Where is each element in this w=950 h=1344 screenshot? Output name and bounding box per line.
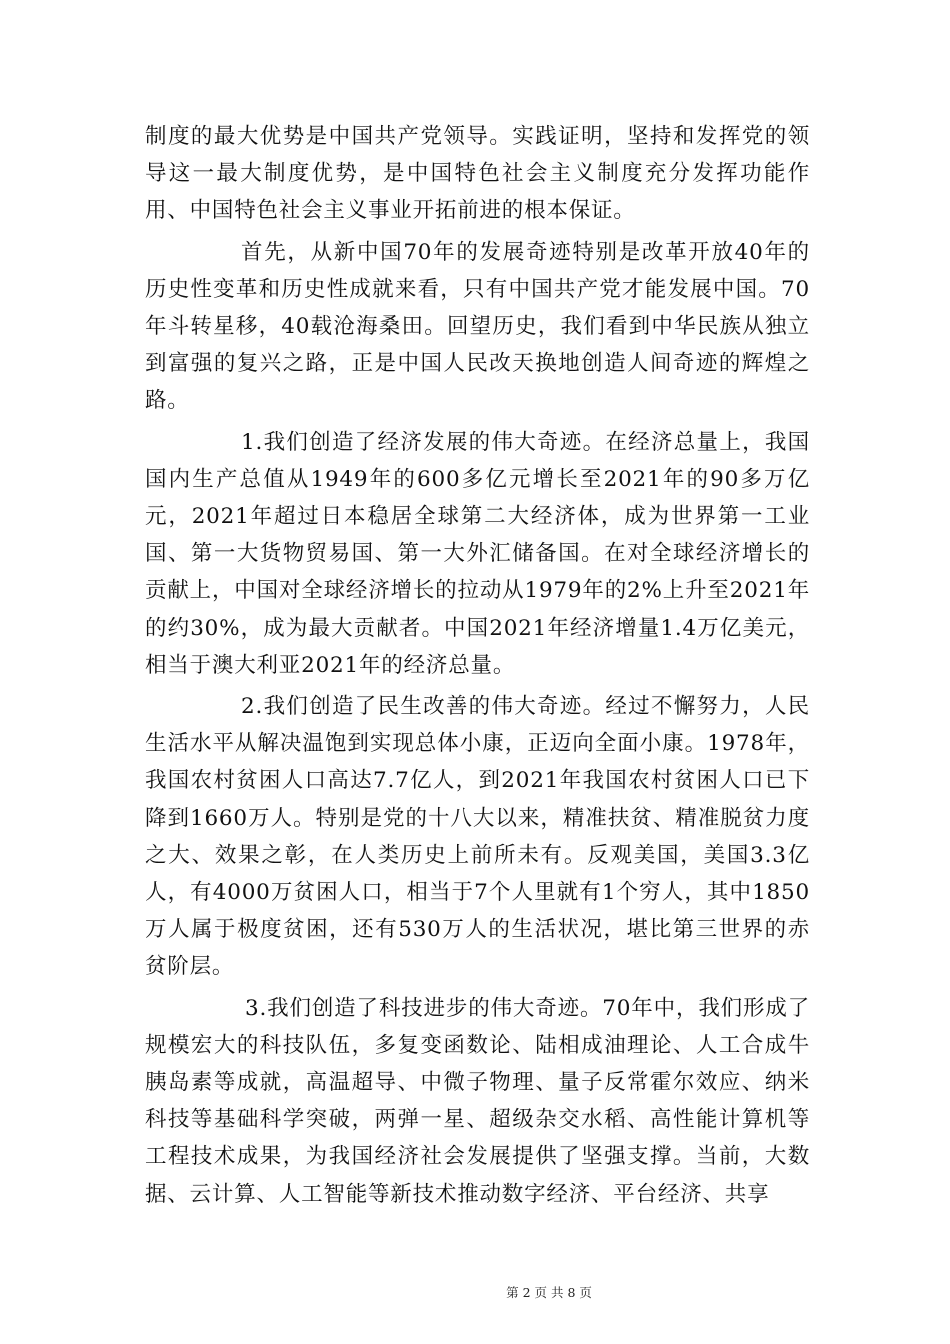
paragraph-first: 首先，从新中国70年的发展奇迹特别是改革开放40年的历史性变革和历史性成就来看，只有中国共产党才能发展中国。70年斗转星移，40载沧海桑田。回望历史，我们看到中华民族从独立到富强的复兴之路，正是中国人民改天换地创造人间奇迹的辉煌之路。 bbox=[145, 239, 810, 414]
page-footer bbox=[0, 1283, 950, 1301]
document-body bbox=[145, 118, 810, 1217]
paragraph-technology: 3.我们创造了科技进步的伟大奇迹。70年中，我们形成了规模宏大的科技队伍，多复变函数论、陆相成油理论、人工合成牛胰岛素等成就，高温超导、中微子物理、量子反常霍尔效应、纳米科技等基础科学突破，两弹一星、超级杂交水稻、高性能计算机等工程技术成果，为我国经济社会发展提供了坚强支撑。当前，大数据、云计算、人工智能等新技术推动数字经济、平台经济、共享 bbox=[145, 995, 810, 1207]
paragraph-livelihood: 2.我们创造了民生改善的伟大奇迹。经过不懈努力，人民生活水平从解决温饱到实现总体小康，正迈向全面小康。1978年，我国农村贫困人口高达7.7亿人，到2021年我国农村贫困人口已下降到1660万人。特别是党的十八大以来，精准扶贫、精准脱贫力度之大、效果之彰，在人类历史上前所未有。反观美国，美国3.3亿人，有4000万贫困人口，相当于7个人里就有1个穷人，其中1850万人属于极度贫困，还有530万人的生活状况，堪比第三世界的赤贫阶层。 bbox=[145, 694, 810, 980]
paragraph-economy: 1.我们创造了经济发展的伟大奇迹。在经济总量上，我国国内生产总值从1949年的600多亿元增长至2021年的90多万亿元，2021年超过日本稳居全球第二大经济体，成为世界第一工业国、第一大货物贸易国、第一大外汇储备国。在对全球经济增长的贡献上，中国对全球经济增长的拉动从1979年的2%上升至2021年的约30%，成为最大贡献者。中国2021年经济增量1.4万亿美元，相当于澳大利亚2021年的经济总量。 bbox=[145, 429, 810, 678]
page-number: 第 2 页 共 8 页 bbox=[506, 1285, 592, 1300]
paragraph-continuation: 制度的最大优势是中国共产党领导。实践证明，坚持和发挥党的领导这一最大制度优势，是中国特色社会主义制度充分发挥功能作用、中国特色社会主义事业开拓前进的根本保证。 bbox=[145, 124, 810, 224]
